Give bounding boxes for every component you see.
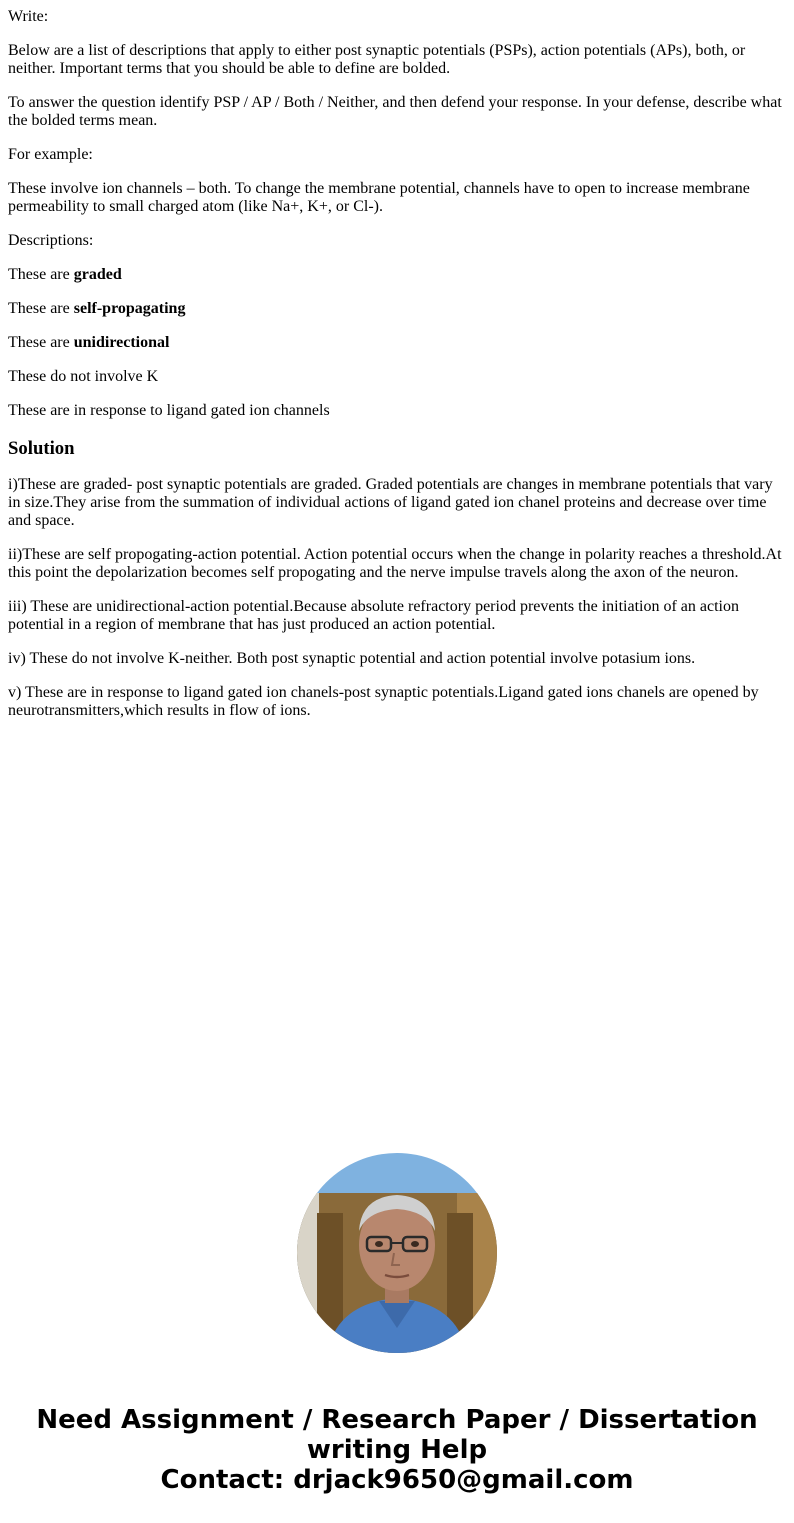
solution-heading: Solution — [8, 438, 75, 459]
bold-term: graded — [73, 266, 122, 283]
description-item: These are graded — [8, 266, 122, 283]
solution-answer: ii)These are self propogating-action potential. Action potential occurs when the change in polarity reaches a threshold.At this point the depolarization becomes self propogating and the nerve impulse travels along the axon of the neuron. — [8, 546, 782, 581]
footer-line-2: writing Help — [306, 1435, 488, 1465]
author-avatar — [297, 1153, 497, 1353]
write-label: Write: — [8, 8, 49, 25]
solution-answer: iv) These do not involve K-neither. Both post synaptic potential and action potential involve potasium ions. — [8, 650, 696, 667]
description-item: These do not involve K — [8, 368, 159, 385]
example-paragraph: These involve ion channels – both. To change the membrane potential, channels have to open to increase membrane permeability to small charged atom (like Na+, K+, or Cl-). — [8, 180, 750, 215]
description-item: These are self-propagating — [8, 300, 186, 317]
bold-term: unidirectional — [73, 334, 170, 351]
bold-term: self-propagating — [73, 300, 186, 317]
footer-banner — [0, 1405, 794, 1495]
question-content — [8, 8, 786, 736]
solution-answer: i)These are graded- post synaptic potentials are graded. Graded potentials are changes in membrane potentials that vary in size.They arise from the summation of individual actions of ligand gated ion chanel proteins and decrease over time and space. — [8, 476, 773, 529]
solution-answer: v) These are in response to ligand gated ion chanels-post synaptic potentials.Ligand gated ions chanels are opened by neurotransmitters,which results in flow of ions. — [8, 684, 759, 719]
description-item: These are in response to ligand gated ion channels — [8, 402, 330, 419]
footer-contact: Contact: drjack9650@gmail.com — [160, 1465, 634, 1495]
example-label: For example: — [8, 146, 93, 163]
footer-line-1: Need Assignment / Research Paper / Dissertation — [36, 1405, 758, 1435]
description-item: These are unidirectional — [8, 334, 170, 351]
solution-answer: iii) These are unidirectional-action potential.Because absolute refractory period prevents the initiation of an action potential in a region of membrane that has just produced an action potential. — [8, 598, 739, 633]
descriptions-label: Descriptions: — [8, 232, 94, 249]
intro-paragraph: Below are a list of descriptions that apply to either post synaptic potentials (PSPs), action potentials (APs), both, or neither. Important terms that you should be able to define are bolded. — [8, 42, 746, 77]
avatar-portrait-image — [297, 1153, 497, 1353]
instructions-paragraph: To answer the question identify PSP / AP / Both / Neither, and then defend your response. In your defense, describe what the bolded terms mean. — [8, 94, 782, 129]
